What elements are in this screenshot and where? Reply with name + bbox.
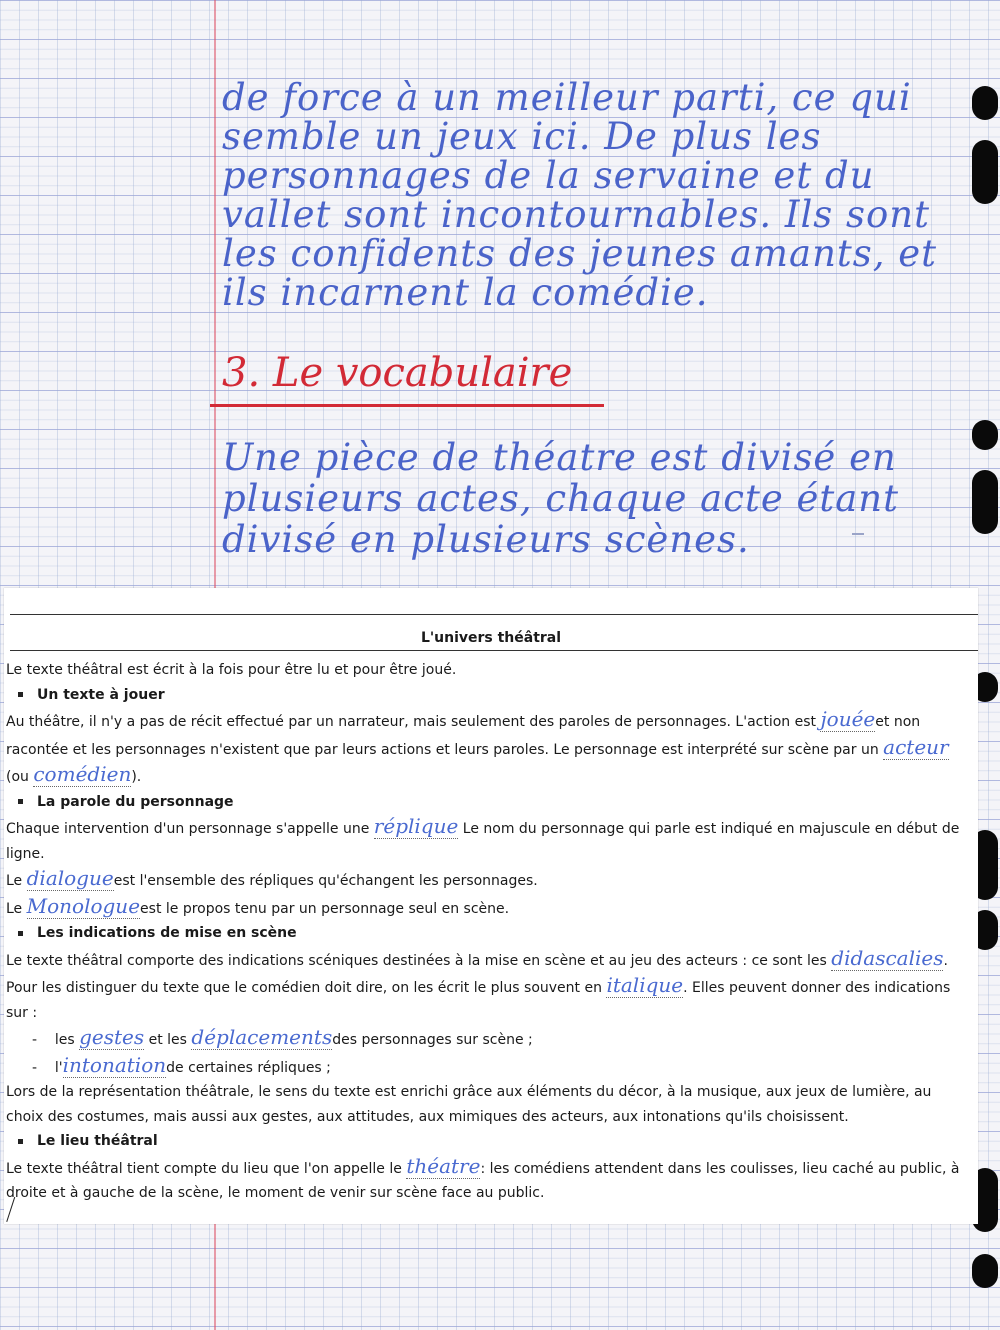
section-heading-text: La parole du personnage	[37, 793, 234, 810]
handwritten-answer: dialogue	[26, 866, 114, 890]
text: Chaque intervention d'un personnage s'appelle une	[6, 821, 370, 837]
bullet-icon	[18, 692, 23, 697]
paragraph: Lors de la représentation théâtrale, le sens du texte est enrichi grâce aux éléments du décor, à la musique, aux jeux de lumière, au choix des costumes, mais aussi aux gestes, aux attitudes, aux mimiques des acteurs, aux intonations qu'ils choisissent.	[6, 1084, 932, 1125]
handwritten-answer: théatre	[406, 1153, 481, 1178]
paragraph	[6, 946, 971, 1026]
text: Le texte théâtral comporte des indications scéniques destinées à la mise en scène et au jeu des acteurs : ce sont les	[6, 952, 827, 969]
handwritten-answer: didascalies	[831, 945, 944, 970]
paragraph	[6, 894, 971, 922]
text: Le	[6, 900, 23, 917]
text: et les	[148, 1032, 187, 1048]
section-heading-text: Les indications de mise en scène	[37, 925, 297, 941]
handwritten-section-heading: 3. Le vocabulaire	[222, 350, 573, 396]
text: Au théâtre, il n'y a pas de récit effectué par un narrateur, mais seulement des paroles de personnages. L'action est	[6, 714, 817, 730]
text: et non racontée et les personnages n'existent que par leurs actions et leurs paroles. Le personnage est interprété sur scène par un	[6, 714, 921, 758]
text: est l'ensemble des répliques qu'échangent les personnages.	[113, 873, 538, 889]
text: : les comédiens attendent dans les coulisses, lieu caché au public, à droite et à gauche de la scène, le moment de venir sur scène face au public.	[6, 1160, 960, 1201]
section-heading	[6, 1129, 971, 1154]
section-heading-text: Un texte à jouer	[37, 686, 165, 703]
handwritten-answer: italique	[606, 973, 684, 997]
text: Le texte théâtral tient compte du lieu que l'on appelle le	[6, 1160, 402, 1177]
intro-text: Le texte théâtral est écrit à la fois pour être lu et pour être joué.	[6, 662, 457, 678]
handwritten-answer: jouée	[820, 707, 876, 731]
text: Le nom du personnage qui parle est indiqué en majuscule en début de ligne.	[6, 821, 960, 862]
paragraph	[6, 1154, 971, 1206]
handwritten-answer: Monologue	[26, 893, 141, 918]
binder-hole	[972, 1254, 998, 1288]
text: ).	[131, 769, 142, 785]
text: est le propos tenu par un personnage seul en scène.	[140, 900, 510, 917]
section-heading-text: Le lieu théâtral	[37, 1133, 158, 1149]
text: (ou	[6, 769, 29, 785]
text: . Elles peuvent donner des indications sur :	[6, 980, 951, 1021]
list-item: - l'intonationde certaines répliques ;	[32, 1052, 331, 1077]
handwritten-answer: réplique	[373, 814, 459, 838]
text: . Pour les distinguer du texte que le comédien doit dire, on les écrit le plus souvent en	[6, 952, 948, 996]
paragraph	[6, 707, 971, 790]
handwritten-answer: déplacements	[191, 1025, 333, 1049]
section-heading	[6, 790, 971, 815]
text: des personnages sur scène ;	[332, 1032, 533, 1048]
text: Le	[6, 873, 23, 889]
heading-underline	[210, 404, 604, 407]
handwritten-answer: gestes	[79, 1025, 145, 1049]
bullet-icon	[18, 799, 23, 804]
section-heading	[6, 921, 971, 946]
handwritten-answer: acteur	[883, 734, 949, 759]
text: l'	[54, 1059, 63, 1076]
worksheet-title-rule	[10, 650, 978, 651]
worksheet-body	[6, 658, 971, 1206]
handwritten-answer: comédien	[33, 762, 132, 786]
handwritten-answer: intonation	[62, 1052, 167, 1077]
printed-worksheet	[4, 588, 978, 1224]
paragraph	[6, 814, 971, 866]
section-heading	[6, 683, 971, 708]
bullet-icon	[18, 931, 23, 936]
text: de certaines répliques ;	[166, 1059, 331, 1076]
handwritten-notes-paragraph: de force à un meilleur parti, ce qui semble un jeux ici. De plus les personnages de la servaine et du vallet sont incontournables. Ils sont les confidents des jeunes amants, et ils incarnent la comédie.	[222, 76, 938, 314]
handwritten-vocabulary-paragraph: Une pièce de théatre est divisé en plusieurs actes, chaque acte étant divisé en plusieurs scènes.	[222, 436, 900, 561]
text: les	[54, 1032, 75, 1048]
paragraph	[6, 866, 971, 894]
worksheet-title: L'univers théâtral	[420, 630, 562, 646]
pen-mark	[852, 533, 864, 535]
worksheet-top-rule	[10, 614, 978, 615]
list-item: - les gestes et les déplacementsdes personnages sur scène ;	[32, 1025, 533, 1049]
bullet-icon	[18, 1139, 23, 1144]
